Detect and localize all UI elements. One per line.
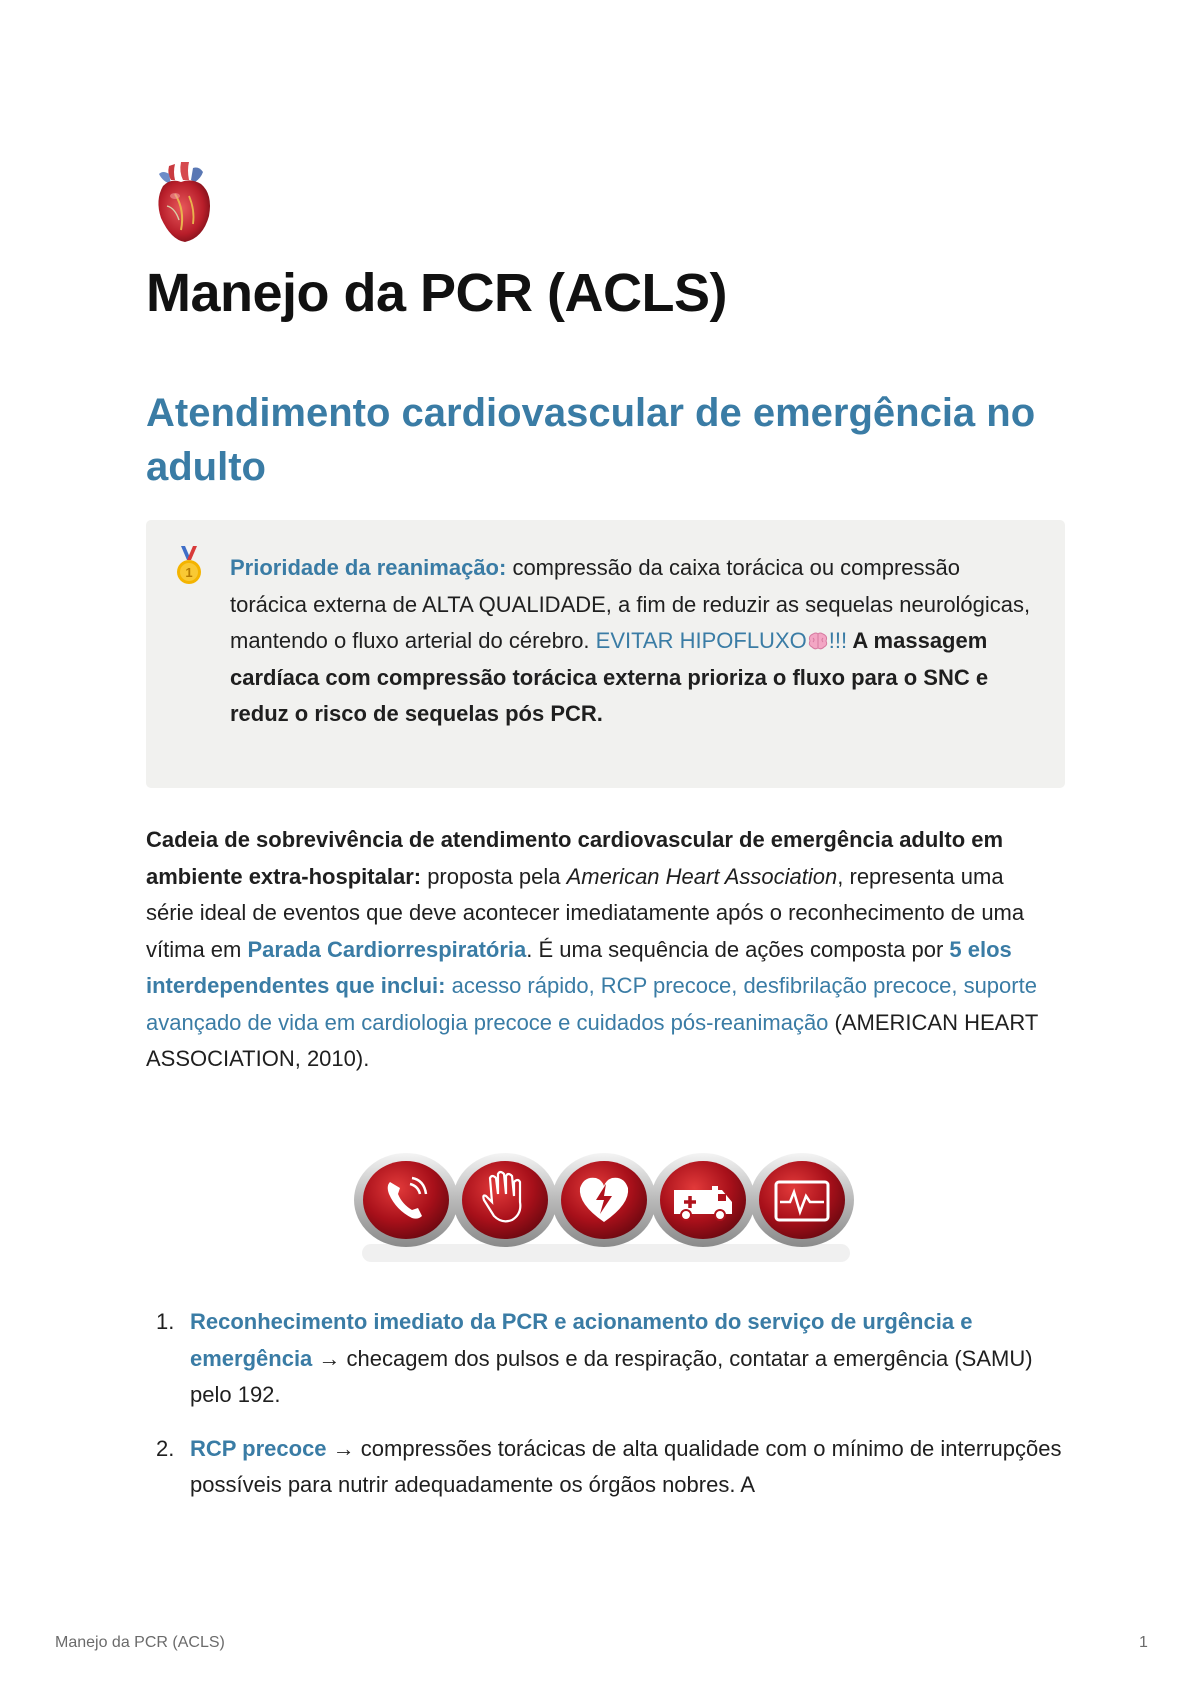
- paragraph-citation: (AMERICAN HEART ASSOCIATION, 2010): [146, 1009, 1038, 1071]
- paragraph-highlight-pcr: Parada Cardiorrespiratória: [247, 936, 527, 962]
- paragraph-highlight-elos: 5 elos interdependentes que inclui:: [146, 936, 1012, 998]
- chain-of-survival-image: [352, 1148, 860, 1266]
- paragraph-text: , representa uma série ideal de eventos que deve acontecer imediatamente após o reconhecimento de uma vítima em: [146, 863, 1025, 962]
- list-item: [146, 1304, 1066, 1414]
- list-item-text: → compressões torácicas de alta qualidade com o mínimo de interrupções possíveis para nutrir adequadamente os órgãos nobres. A: [190, 1435, 1062, 1497]
- list-number: 2.: [156, 1435, 175, 1461]
- numbered-list: [146, 1304, 1066, 1521]
- first-place-medal-icon: [174, 546, 204, 586]
- list-item: [146, 1431, 1066, 1504]
- brain-icon: [807, 632, 829, 650]
- list-number: 1.: [156, 1309, 175, 1334]
- svg-text:1: 1: [185, 565, 193, 580]
- callout-label: Prioridade da reanimação:: [230, 555, 507, 580]
- heart-defibrillation-icon: [552, 1153, 656, 1247]
- phone-icon: [354, 1153, 458, 1247]
- hands-cpr-icon: [453, 1153, 557, 1247]
- anatomical-heart-icon: [145, 160, 219, 244]
- callout-exclamation: !!!: [828, 628, 848, 653]
- ambulance-icon: [651, 1153, 755, 1247]
- paragraph-italic: American Heart Association: [566, 863, 838, 889]
- paragraph-bold-intro: Cadeia de sobrevivência de atendimento cardiovascular de emergência adulto em ambiente extra-hospitalar:: [146, 827, 1004, 889]
- footer-title: Manejo da PCR (ACLS): [55, 1634, 225, 1651]
- callout-text: [230, 550, 1040, 733]
- body-paragraph: [146, 822, 1056, 1078]
- list-item-highlight: RCP precoce: [190, 1435, 327, 1461]
- callout-bold-text: A massagem cardíaca com compressão torácica externa prioriza o fluxo para o SNC e reduz o risco de sequelas pós PCR.: [230, 628, 989, 726]
- heart-monitor-icon: [750, 1153, 854, 1247]
- page-title: Manejo da PCR (ACLS): [146, 263, 728, 323]
- page-number: 1: [1139, 1634, 1148, 1651]
- list-item-highlight: Reconhecimento imediato da PCR e acionamento do serviço de urgência e emergência: [190, 1309, 973, 1371]
- paragraph-text: proposta pela: [421, 863, 567, 889]
- paragraph-highlight-list: acesso rápido, RCP precoce, desfibrilação precoce, suporte avançado de vida em cardiologia precoce e cuidados pós-reanimação: [146, 973, 1037, 1035]
- callout-box: [146, 520, 1065, 788]
- paragraph-text: . É uma sequência de ações composta por: [526, 936, 950, 962]
- paragraph-text: .: [363, 1046, 370, 1071]
- list-item-text: → checagem dos pulsos e da respiração, contatar a emergência (SAMU) pelo 192.: [190, 1345, 1033, 1407]
- callout-warning: EVITAR HIPOFLUXO: [595, 628, 807, 653]
- callout-body: compressão da caixa torácica ou compressão torácica externa de ALTA QUALIDADE, a fim de reduzir as sequelas neurológicas, mantendo o fluxo arterial do cérebro.: [230, 555, 1031, 653]
- section-heading: Atendimento cardiovascular de emergência no adulto: [146, 391, 1036, 489]
